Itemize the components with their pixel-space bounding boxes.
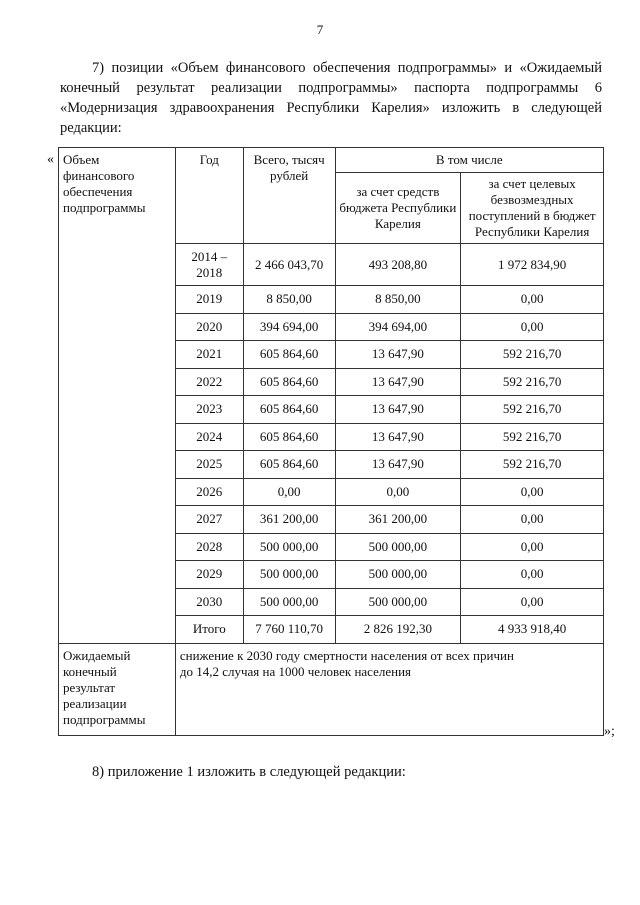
year-cell: Итого	[175, 616, 243, 644]
total-cell: 605 864,60	[243, 423, 335, 451]
budget-cell: 361 200,00	[335, 506, 461, 534]
total-cell: 2 466 043,70	[243, 244, 335, 286]
financing-table	[58, 147, 604, 736]
year-cell: 2026	[175, 478, 243, 506]
opening-quote-mark: «	[47, 152, 54, 167]
header-year: Год	[175, 148, 243, 244]
budget-cell: 13 647,90	[335, 396, 461, 424]
header-including: В том числе	[335, 148, 604, 173]
year-cell: 2022	[175, 368, 243, 396]
next-item-text: 8) приложение 1 изложить в следующей редакции:	[92, 764, 406, 780]
year-cell: 2029	[175, 561, 243, 589]
total-cell: 500 000,00	[243, 533, 335, 561]
gratuitous-cell: 0,00	[461, 588, 604, 616]
header-budget-source: за счет средств бюджета Республики Карелия	[335, 173, 461, 244]
result-line-1: снижение к 2030 году смертности населения от всех причин	[179, 647, 514, 663]
year-cell: 2021	[175, 341, 243, 369]
gratuitous-cell: 1 972 834,90	[461, 244, 604, 286]
gratuitous-cell: 592 216,70	[461, 368, 604, 396]
year-cell: 2025	[175, 451, 243, 479]
gratuitous-cell: 0,00	[461, 286, 604, 314]
budget-cell: 394 694,00	[335, 313, 461, 341]
total-cell: 500 000,00	[243, 588, 335, 616]
total-cell: 394 694,00	[243, 313, 335, 341]
year-cell: 2020	[175, 313, 243, 341]
gratuitous-cell: 4 933 918,40	[461, 616, 604, 644]
gratuitous-cell: 0,00	[461, 533, 604, 561]
total-cell: 500 000,00	[243, 561, 335, 589]
gratuitous-cell: 592 216,70	[461, 423, 604, 451]
finance-row-label: Объем финансового обеспечения подпрограммы	[59, 148, 176, 644]
total-cell: 605 864,60	[243, 396, 335, 424]
closing-quote-mark: »;	[604, 724, 615, 739]
total-cell: 605 864,60	[243, 451, 335, 479]
budget-cell: 500 000,00	[335, 561, 461, 589]
budget-cell: 493 208,80	[335, 244, 461, 286]
year-cell: 2030	[175, 588, 243, 616]
budget-cell: 500 000,00	[335, 588, 461, 616]
result-text-cell	[175, 643, 603, 735]
gratuitous-cell: 0,00	[461, 506, 604, 534]
year-cell: 2027	[175, 506, 243, 534]
total-cell: 0,00	[243, 478, 335, 506]
budget-cell: 13 647,90	[335, 423, 461, 451]
gratuitous-cell: 0,00	[461, 478, 604, 506]
budget-cell: 13 647,90	[335, 368, 461, 396]
year-cell: 2019	[175, 286, 243, 314]
gratuitous-cell: 592 216,70	[461, 396, 604, 424]
total-cell: 361 200,00	[243, 506, 335, 534]
intro-paragraph: 7) позиции «Объем финансового обеспечения подпрограммы» и «Ожидаемый конечный результат реализации подпрограммы» паспорта подпрограммы 6 «Модернизация здравоохранения Республики Карелия» изложить в следующей редакции:	[60, 60, 602, 136]
year-cell: 2028	[175, 533, 243, 561]
budget-cell: 2 826 192,30	[335, 616, 461, 644]
total-cell: 605 864,60	[243, 368, 335, 396]
year-cell: 2023	[175, 396, 243, 424]
gratuitous-cell: 592 216,70	[461, 451, 604, 479]
budget-cell: 13 647,90	[335, 451, 461, 479]
total-cell: 605 864,60	[243, 341, 335, 369]
header-gratuitous-source: за счет целевых безвозмездных поступлений в бюджет Республики Карелия	[461, 173, 604, 244]
year-cell: 2014 – 2018	[175, 244, 243, 286]
budget-cell: 8 850,00	[335, 286, 461, 314]
budget-cell: 13 647,90	[335, 341, 461, 369]
header-total: Всего, тысяч рублей	[243, 148, 335, 244]
result-line-2: до 14,2 случая на 1000 человек населения	[179, 663, 412, 679]
gratuitous-cell: 0,00	[461, 313, 604, 341]
total-cell: 8 850,00	[243, 286, 335, 314]
gratuitous-cell: 0,00	[461, 561, 604, 589]
budget-cell: 500 000,00	[335, 533, 461, 561]
page-number: 7	[316, 22, 324, 37]
result-row-label: Ожидаемый конечный результат реализации подпрограммы	[59, 643, 176, 735]
budget-cell: 0,00	[335, 478, 461, 506]
gratuitous-cell: 592 216,70	[461, 341, 604, 369]
year-cell: 2024	[175, 423, 243, 451]
total-cell: 7 760 110,70	[243, 616, 335, 644]
